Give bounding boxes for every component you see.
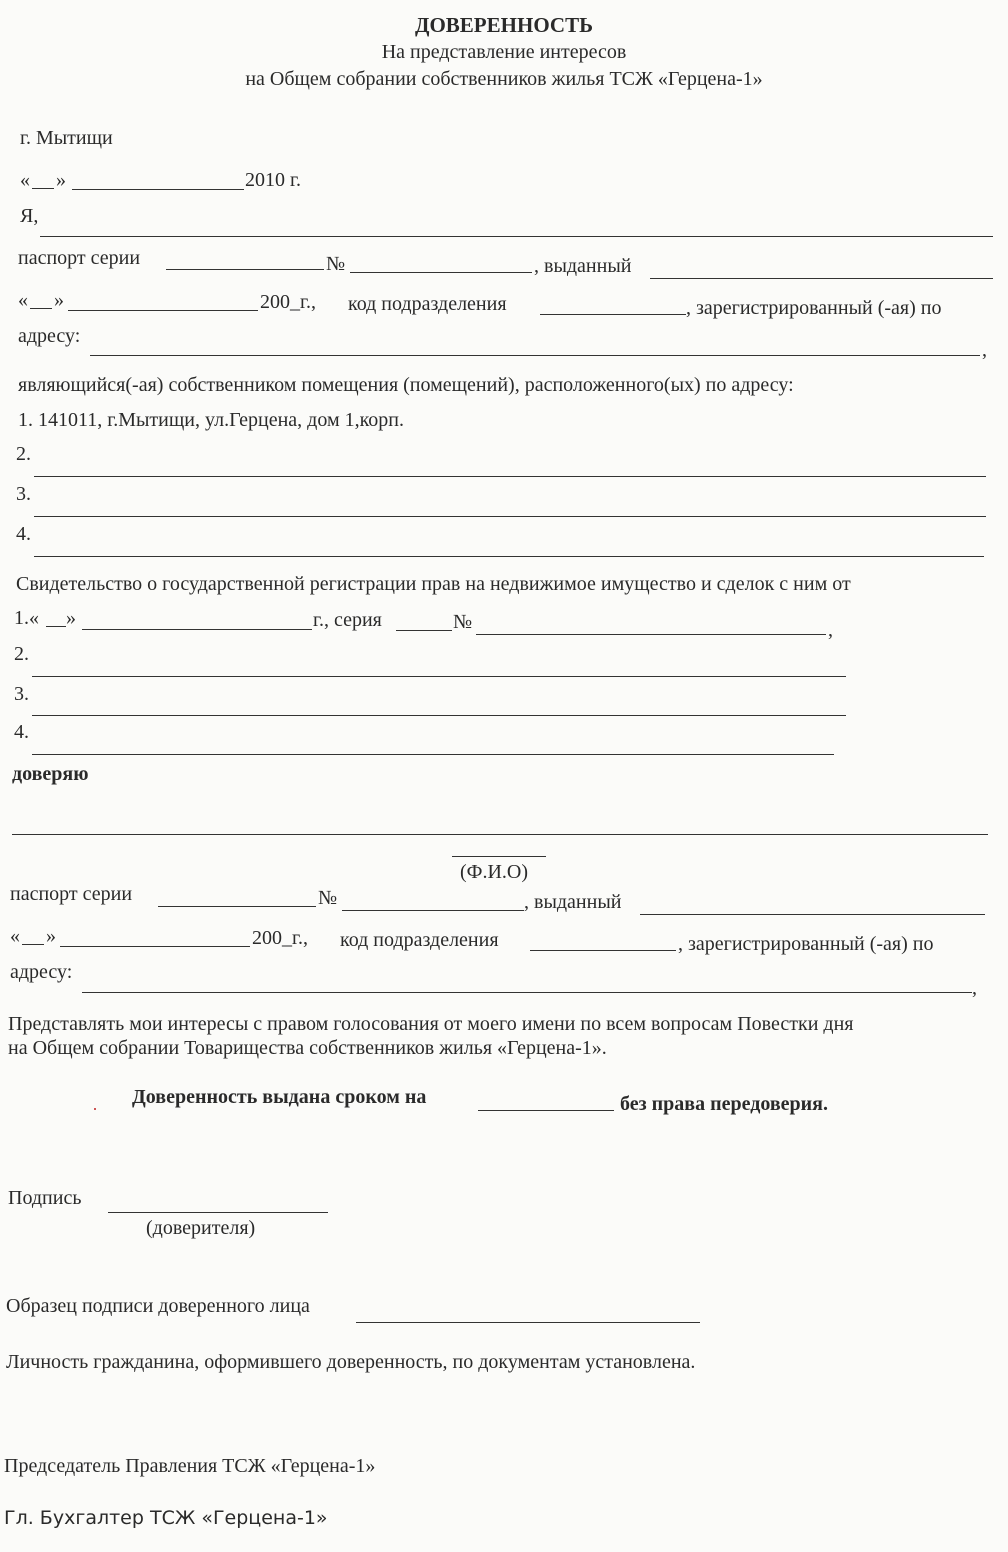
ink-spot: [94, 1108, 96, 1110]
passport-number-sign: №: [326, 253, 346, 275]
trustee-registered-label: , зарегистрированный (-ая) по: [678, 933, 934, 955]
date-quote-close: »: [56, 169, 66, 191]
trustee-address-comma: ,: [972, 977, 977, 999]
trustee-passport-number-sign: №: [318, 887, 338, 909]
certificate-2-label: 2.: [14, 643, 29, 665]
owner-statement: являющийся(-ая) собственником помещения (помещений), расположенного(ых) по адресу:: [18, 374, 794, 396]
subtitle-2: на Общем собрании собственников жилья ТСЖ «Герцена-1»: [245, 68, 763, 90]
certificate-1-comma: ,: [828, 619, 833, 641]
term-prefix: Доверенность выдана сроком на: [132, 1086, 427, 1108]
address-label: адресу:: [18, 325, 81, 347]
passport-series-blank[interactable]: [166, 269, 324, 270]
premise-3-blank[interactable]: [34, 516, 986, 517]
certificate-heading: Свидетельство о государственной регистрации прав на недвижимое имущество и сделок с ним от: [16, 573, 851, 595]
certificate-1-number-blank[interactable]: [476, 634, 826, 635]
trustee-issue-month-blank[interactable]: [60, 946, 250, 947]
division-code-blank[interactable]: [540, 314, 686, 315]
certificate-2-blank[interactable]: [32, 676, 846, 677]
trustee-issued-blank[interactable]: [640, 914, 985, 915]
premise-2-blank[interactable]: [34, 476, 986, 477]
date-quote-open: «: [20, 169, 30, 191]
premise-3-label: 3.: [16, 483, 31, 505]
date-month-blank[interactable]: [72, 189, 244, 190]
accountant-label: Гл. Бухгалтер ТСЖ «Герцена-1»: [4, 1507, 328, 1529]
trustee-passport-number-blank[interactable]: [342, 910, 524, 911]
issue-day-blank[interactable]: [30, 308, 52, 309]
signature-blank[interactable]: [108, 1212, 328, 1213]
sample-signature-label: Образец подписи доверенного лица: [6, 1295, 310, 1317]
certificate-1-year-series: г., серия: [313, 609, 382, 631]
certificate-1-number-sign: №: [453, 611, 473, 633]
chairman-label: Председатель Правления ТСЖ «Герцена-1»: [4, 1455, 376, 1477]
certificate-3-label: 3.: [14, 683, 29, 705]
trustee-issue-quote-open: «: [10, 925, 20, 947]
sample-signature-blank[interactable]: [356, 1322, 700, 1323]
trustee-division-code-blank[interactable]: [530, 950, 676, 951]
passport-issued-label: , выданный: [534, 255, 632, 277]
premise-4-label: 4.: [16, 523, 31, 545]
registered-label: , зарегистрированный (-ая) по: [686, 297, 942, 319]
certificate-1-date-blank[interactable]: [82, 629, 312, 630]
ya-label: Я,: [20, 205, 39, 227]
address-comma: ,: [982, 339, 987, 361]
trustee-passport-series-blank[interactable]: [158, 906, 316, 907]
trustee-issue-year: 200_г.,: [252, 927, 308, 949]
document-title: ДОВЕРЕННОСТЬ: [415, 13, 593, 37]
principal-name-blank[interactable]: [40, 236, 993, 237]
division-code-label: код подразделения: [348, 293, 507, 315]
trust-label: доверяю: [12, 763, 89, 785]
premise-2-label: 2.: [16, 443, 31, 465]
term-blank[interactable]: [478, 1110, 614, 1111]
certificate-3-blank[interactable]: [32, 715, 846, 716]
premise-1: 1. 141011, г.Мытищи, ул.Герцена, дом 1,корп.: [18, 409, 405, 431]
signature-caption: (доверителя): [146, 1217, 256, 1239]
date-year: 2010 г.: [245, 169, 301, 191]
issue-quote-close: »: [54, 289, 64, 311]
term-suffix: без права передоверия.: [620, 1093, 828, 1115]
date-day-blank[interactable]: [32, 188, 54, 189]
certificate-1-quote-close: »: [66, 607, 76, 629]
passport-series-label: паспорт серии: [18, 247, 141, 269]
powers-line-2: на Общем собрании Товарищества собственников жилья «Герцена-1».: [8, 1037, 607, 1059]
trustee-issue-quote-close: »: [46, 925, 56, 947]
certificate-1-series-blank[interactable]: [396, 630, 452, 631]
issue-quote-open: «: [18, 289, 28, 311]
fio-caption: (Ф.И.О): [460, 861, 529, 883]
certificate-4-blank[interactable]: [32, 754, 834, 755]
trustee-division-code-label: код подразделения: [340, 929, 499, 951]
certificate-1-day-blank[interactable]: [46, 626, 66, 627]
trustee-issued-label: , выданный: [524, 891, 622, 913]
address-blank[interactable]: [90, 355, 980, 356]
issue-year: 200_г.,: [260, 291, 316, 313]
city: г. Мытищи: [20, 127, 113, 149]
trustee-address-blank[interactable]: [82, 992, 972, 993]
identity-statement: Личность гражданина, оформившего доверенность, по документам установлена.: [6, 1351, 696, 1373]
certificate-4-label: 4.: [14, 721, 29, 743]
powers-line-1: Представлять мои интересы с правом голосования от моего имени по всем вопросам Повестки дня: [8, 1013, 854, 1035]
subtitle-1: На представление интересов: [381, 41, 627, 63]
passport-issued-blank[interactable]: [650, 278, 993, 279]
passport-number-blank[interactable]: [350, 272, 532, 273]
trustee-issue-day-blank[interactable]: [22, 944, 44, 945]
premise-4-blank[interactable]: [34, 556, 984, 557]
trustee-address-label: адресу:: [10, 961, 73, 983]
fio-line: [452, 856, 546, 857]
signature-label: Подпись: [8, 1187, 82, 1209]
issue-month-blank[interactable]: [68, 310, 258, 311]
trustee-name-blank[interactable]: [12, 834, 988, 835]
trustee-passport-series-label: паспорт серии: [10, 883, 133, 905]
certificate-1-prefix: 1.«: [14, 607, 39, 629]
